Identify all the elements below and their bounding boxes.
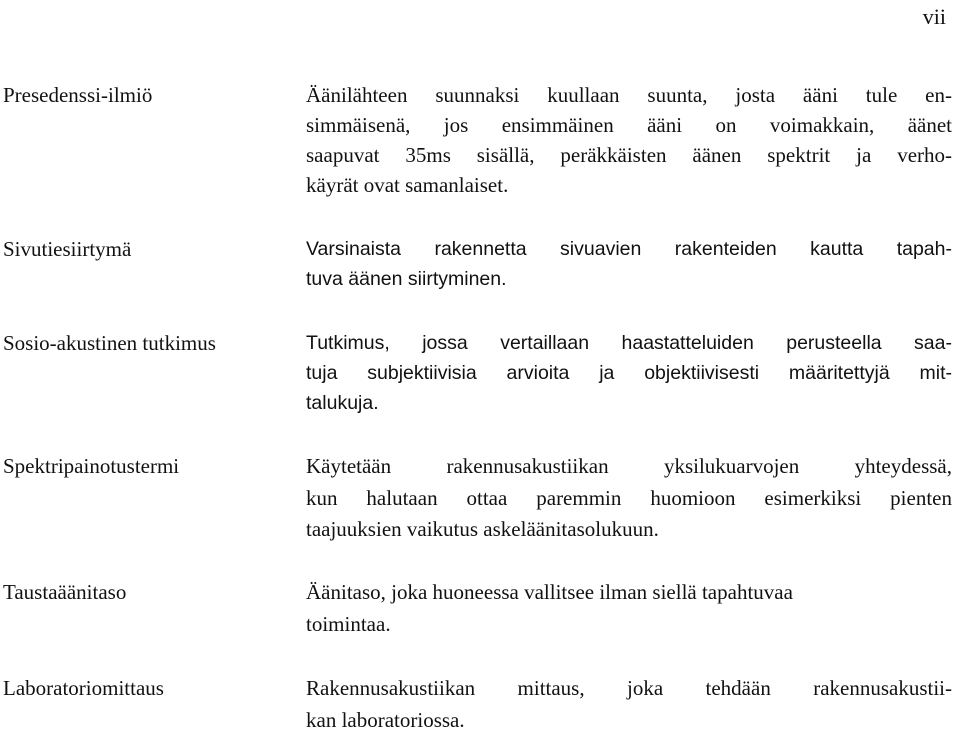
- definition-line: saapuvat 35ms sisällä, peräkkäisten äänen spektrit ja verho-: [306, 140, 952, 170]
- definition-line: tuja subjektiivisia arvioita ja objektiivisesti määritettyjä mit-: [306, 358, 952, 388]
- glossary-term: Taustaäänitaso: [3, 577, 288, 607]
- definition-line: Äänitaso, joka huoneessa vallitsee ilman siellä tapahtuvaa: [306, 577, 952, 609]
- definition-line: kan laboratoriossa.: [306, 705, 952, 736]
- definition-line: talukuja.: [306, 388, 952, 418]
- glossary-definition: [306, 577, 952, 640]
- glossary-term: Spektripainotustermi: [3, 451, 288, 481]
- page-number: vii: [923, 4, 946, 30]
- glossary-definition: [306, 451, 952, 546]
- definition-line: Äänilähteen suunnaksi kuullaan suunta, josta ääni tule en-: [306, 80, 952, 110]
- definition-line: taajuuksien vaikutus askeläänitasolukuun.: [306, 514, 952, 546]
- definition-line: Rakennusakustiikan mittaus, joka tehdään rakennusakustii-: [306, 673, 952, 705]
- definition-line: käyrät ovat samanlaiset.: [306, 170, 952, 200]
- glossary-term: Sivutiesiirtymä: [3, 234, 288, 264]
- definition-line: kun halutaan ottaa paremmin huomioon esimerkiksi pienten: [306, 483, 952, 515]
- glossary-term: Presedenssi-ilmiö: [3, 80, 288, 110]
- definition-line: simmäisenä, jos ensimmäinen ääni on voimakkain, äänet: [306, 110, 952, 140]
- definition-line: toimintaa.: [306, 609, 952, 641]
- glossary-definition: [306, 80, 952, 200]
- glossary-term: Sosio-akustinen tutkimus: [3, 328, 288, 358]
- glossary-definition: [306, 673, 952, 736]
- glossary-term: Laboratoriomittaus: [3, 673, 288, 703]
- definition-line: tuva äänen siirtyminen.: [306, 264, 952, 294]
- glossary-definition: [306, 328, 952, 418]
- glossary-definition: [306, 234, 952, 294]
- definition-line: Varsinaista rakennetta sivuavien rakenteiden kautta tapah-: [306, 234, 952, 264]
- definition-line: Käytetään rakennusakustiikan yksilukuarvojen yhteydessä,: [306, 451, 952, 483]
- definition-line: Tutkimus, jossa vertaillaan haastatteluiden perusteella saa-: [306, 328, 952, 358]
